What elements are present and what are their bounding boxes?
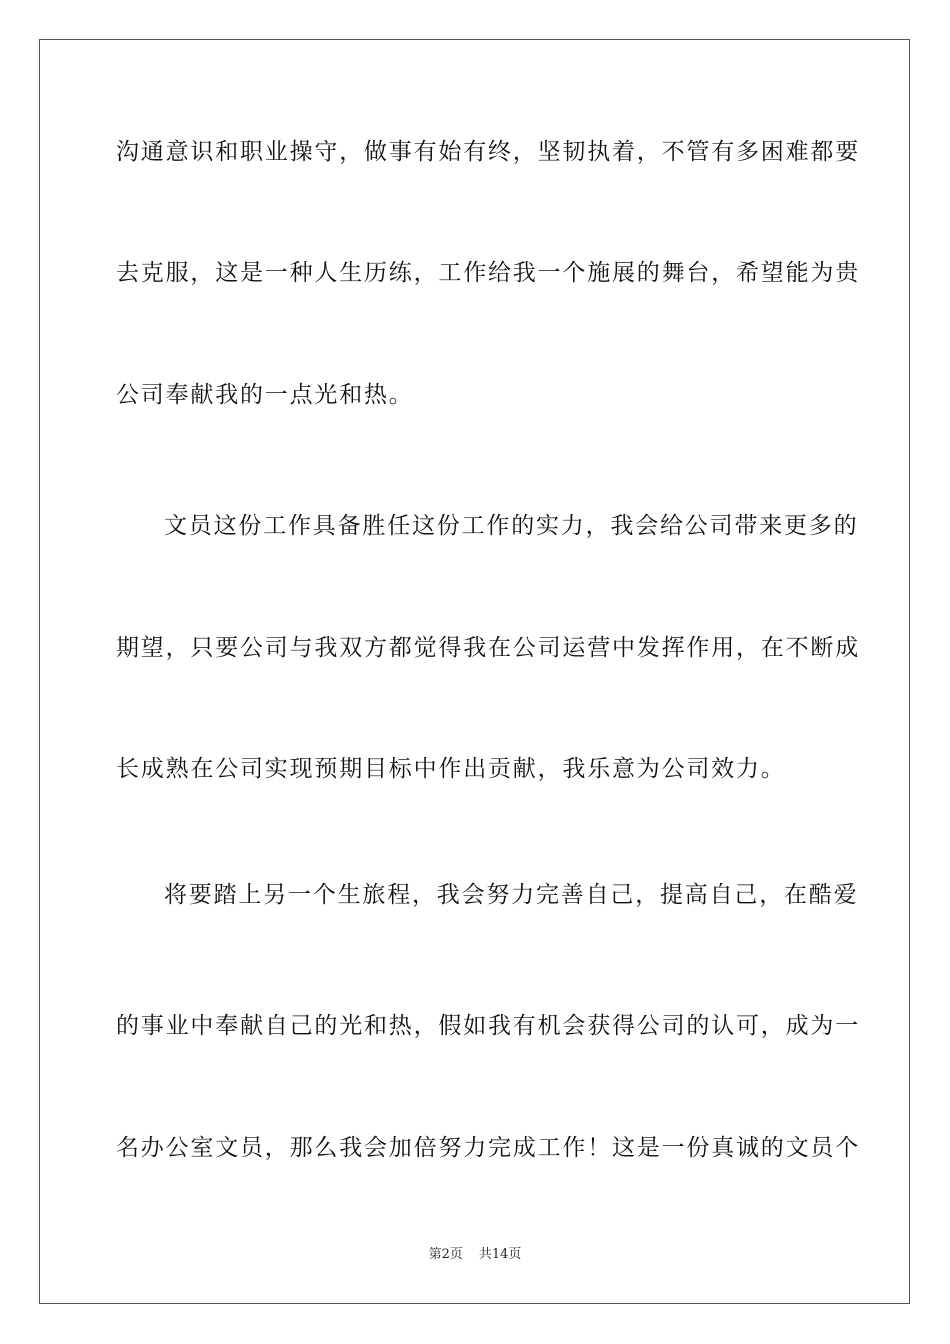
body-line-6: 长成熟在公司实现预期目标中作出贡献，我乐意为公司效力。 <box>116 756 786 782</box>
page-border <box>39 39 910 1304</box>
body-line-7: 将要踏上另一个生旅程，我会努力完善自己，提高自己，在酷爱 <box>164 882 859 908</box>
page-number: 第2页 <box>428 1247 463 1262</box>
body-line-3: 公司奉献我的一点光和热。 <box>116 382 414 408</box>
body-line-1: 沟通意识和职业操守，做事有始有终，坚韧执着，不管有多困难都要 <box>116 139 860 165</box>
body-line-8: 的事业中奉献自己的光和热，假如我有机会获得公司的认可，成为一 <box>116 1013 860 1039</box>
page-footer <box>0 1246 950 1264</box>
body-line-2: 去克服，这是一种人生历练，工作给我一个施展的舞台，希望能为贵 <box>116 260 860 286</box>
body-line-5: 期望，只要公司与我双方都觉得我在公司运营中发挥作用，在不断成 <box>116 635 860 661</box>
body-line-4: 文员这份工作具备胜任这份工作的实力，我会给公司带来更多的 <box>164 513 859 539</box>
body-line-9: 名办公室文员，那么我会加倍努力完成工作！这是一份真诚的文员个 <box>116 1135 860 1161</box>
page-total: 共14页 <box>478 1247 522 1262</box>
